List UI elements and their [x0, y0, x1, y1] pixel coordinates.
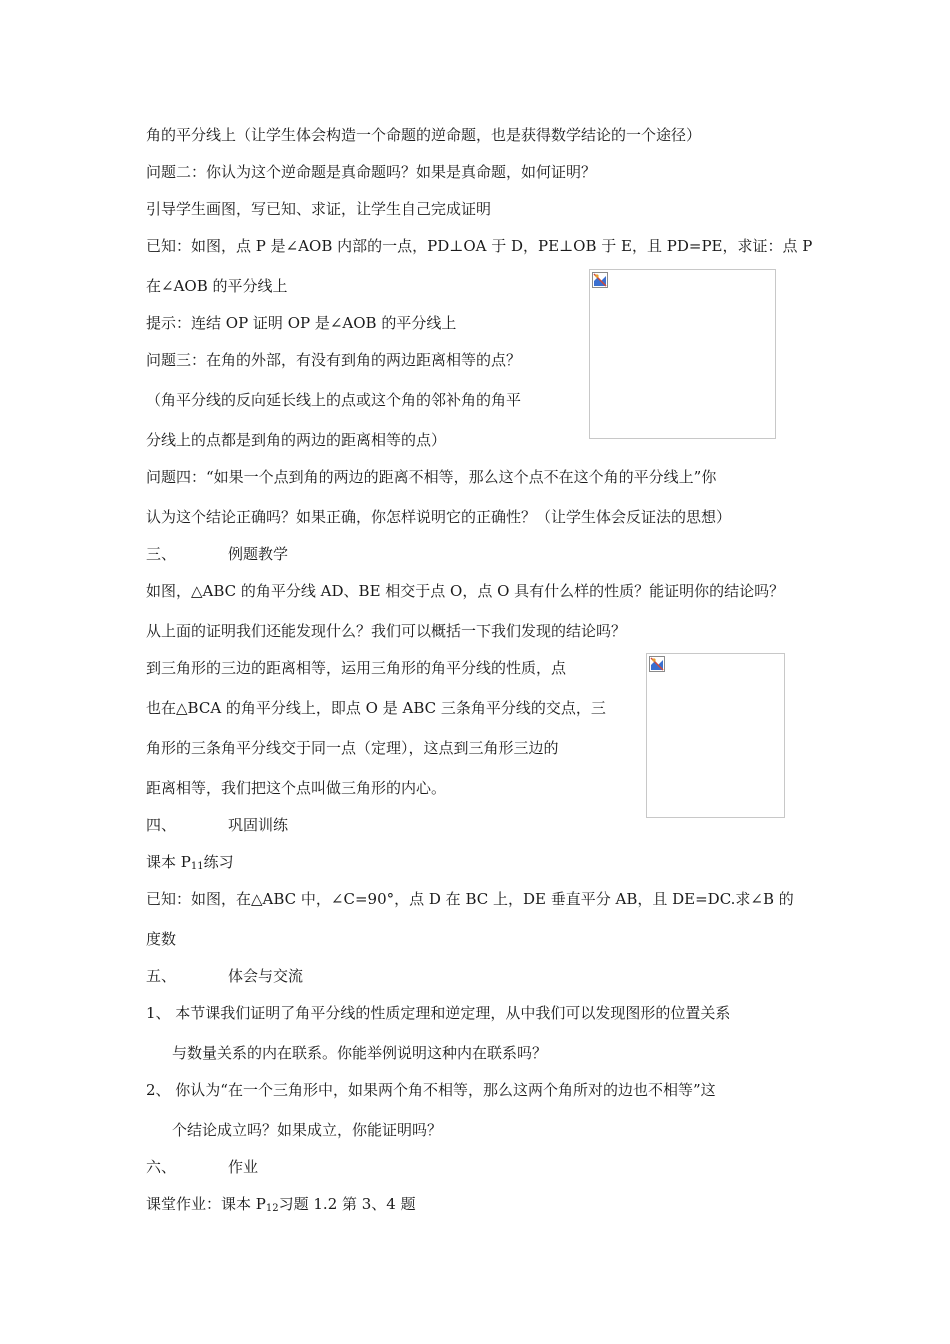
- text-line: 问题四：“如果一个点到角的两边的距离不相等，那么这个点不在这个角的平分线上”你: [146, 468, 717, 486]
- text-line: 角形的三条角平分线交于同一点（定理），这点到三角形三边的: [146, 739, 559, 757]
- list-item-continuation: 与数量关系的内在联系。你能举例说明这种内在联系吗？: [172, 1044, 548, 1062]
- text-line: 引导学生画图，写已知、求证，让学生自己完成证明: [146, 200, 492, 218]
- text-line: 从上面的证明我们还能发现什么？我们可以概括一下我们发现的结论吗？: [146, 622, 627, 640]
- textbook-exercise-line: 课本 $P_{11}$练习: [146, 853, 234, 872]
- list-item: 1、 本节课我们证明了角平分线的性质定理和逆定理，从中我们可以发现图形的位置关系: [146, 1004, 731, 1022]
- text-line: 已知：如图，点 P 是∠AOB 内部的一点，PD⊥OA 于 D，PE⊥OB 于 E，且 PD=PE，求证：点 P: [146, 237, 813, 255]
- section-title: 例题教学: [228, 545, 289, 563]
- list-item: 2、 你认为“在一个三角形中，如果两个角不相等，那么这两个角所对的边也不相等”这: [146, 1081, 716, 1099]
- broken-image-icon: [592, 272, 608, 288]
- section-heading: [146, 543, 288, 565]
- text-line: 度数: [146, 930, 177, 948]
- text-line: 已知：如图，在△ABC 中，∠C=90°，点 D 在 BC 上，DE 垂直平分 AB，且 DE=DC.求∠B 的: [146, 890, 794, 908]
- figure-image-placeholder: [646, 653, 785, 818]
- text-line: 分线上的点都是到角的两边的距离相等的点）: [146, 431, 447, 449]
- section-title: 作业: [228, 1158, 259, 1176]
- text-line: 认为这个结论正确吗？如果正确，你怎样说明它的正确性？（让学生体会反证法的思想）: [146, 508, 732, 526]
- section-heading: [146, 965, 303, 987]
- text-line: 距离相等，我们把这个点叫做三角形的内心。: [146, 779, 447, 797]
- figure-image-placeholder: [589, 269, 776, 439]
- text-line: 问题二：你认为这个逆命题是真命题吗？如果是真命题，如何证明？: [146, 163, 597, 181]
- section-number: 四、: [146, 816, 177, 834]
- section-heading: [146, 814, 288, 836]
- text-line: （角平分线的反向延长线上的点或这个角的邻补角的角平: [146, 391, 522, 409]
- page-subscript: 12: [265, 1203, 279, 1214]
- homework-line: 课堂作业：课本 $P_{12}$习题 1.2 第 3、4 题: [146, 1195, 416, 1214]
- text-line: 在∠AOB 的平分线上: [146, 277, 288, 295]
- page-subscript: 11: [190, 861, 204, 872]
- section-number: 五、: [146, 967, 177, 985]
- list-item-continuation: 个结论成立吗？如果成立，你能证明吗？: [172, 1121, 443, 1139]
- text-line: 问题三：在角的外部，有没有到角的两边距离相等的点？: [146, 351, 522, 369]
- section-heading: [146, 1156, 258, 1178]
- text-line: 角的平分线上（让学生体会构造一个命题的逆命题，也是获得数学结论的一个途径）: [146, 126, 702, 144]
- text-line: 到三角形的三边的距离相等，运用三角形的角平分线的性质，点: [146, 659, 567, 677]
- section-number: 三、: [146, 545, 177, 563]
- text-line: 也在△BCA 的角平分线上，即点 O 是 ABC 三条角平分线的交点，三: [146, 699, 606, 717]
- section-number: 六、: [146, 1158, 177, 1176]
- broken-image-icon: [649, 656, 665, 672]
- text-line: 如图，△ABC 的角平分线 AD、BE 相交于点 O，点 O 具有什么样的性质？能证明你的结论吗？: [146, 582, 785, 600]
- section-title: 体会与交流: [228, 967, 304, 985]
- section-title: 巩固训练: [228, 816, 289, 834]
- text-line: 提示：连结 OP 证明 OP 是∠AOB 的平分线上: [146, 314, 457, 332]
